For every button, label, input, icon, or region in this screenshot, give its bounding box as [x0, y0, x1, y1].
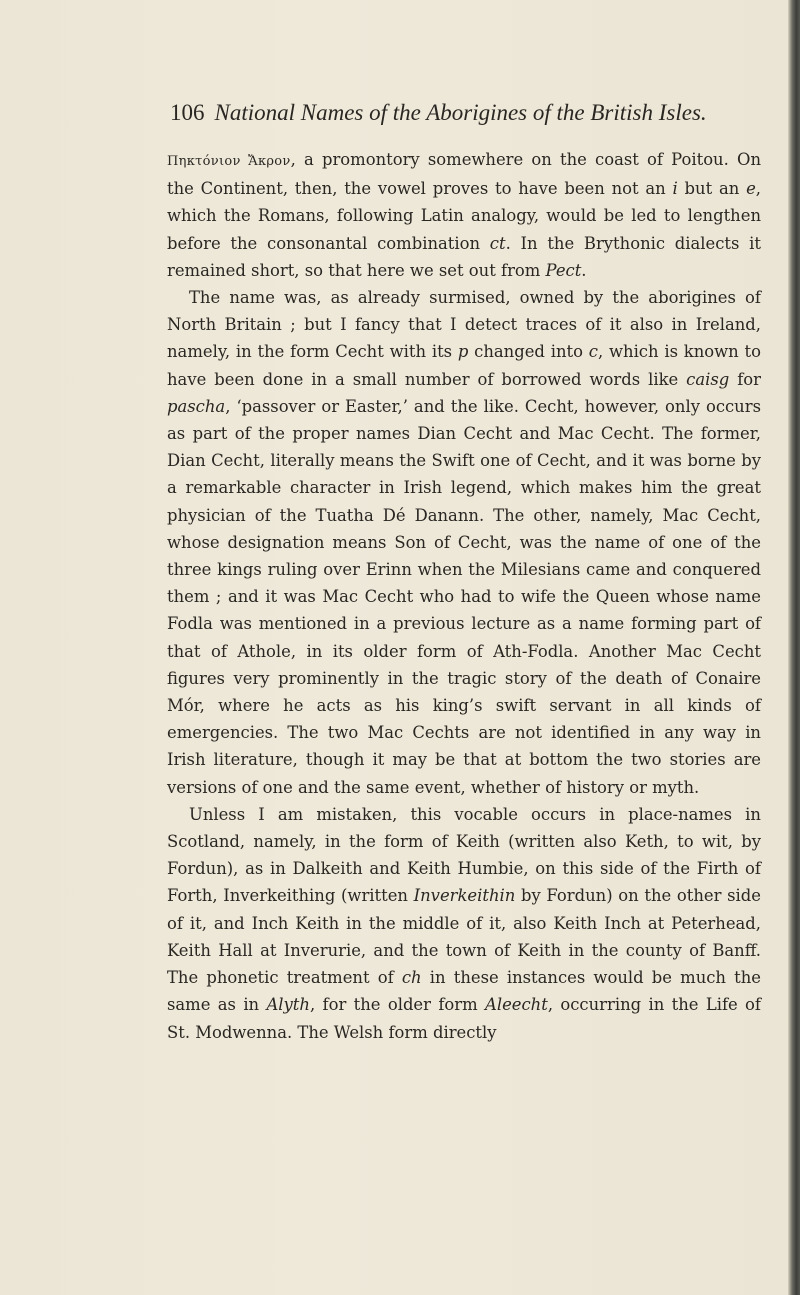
italic-text: p [457, 342, 469, 362]
text-run: , a promontory somewhere on the coast of Poitou. On the Continent, then, the vowel proves to have been not an [167, 150, 761, 199]
text-run: , occurring in the Life of St. Modwenna. The Welsh form directly [167, 995, 761, 1042]
text-run: for [729, 369, 761, 389]
page-number: 106 [170, 100, 205, 125]
text-run: by Fordun) on the other side of it, and Inch Keith in the middle of it, also Keith Inch at Peterhead, Keith Hall at Inverurie, and the town of Keith in the county of Banff. The phonetic treatment of [167, 886, 761, 988]
paragraph [167, 284, 761, 801]
text-run: but an [677, 179, 747, 199]
greek-text: Πηκτόνιον Ἄκρον [167, 154, 291, 169]
text-run: , which the Romans, following Latin analogy, would be led to lengthen before the consonantal combination [167, 179, 761, 253]
book-binding-edge [788, 0, 800, 1295]
text-run: Unless I am mistaken, this vocable occurs in place-names in Scotland, namely, in the form of Keith (written also Keth, to wit, by Fordun), as in Dalkeith and Keith Humbie, on this side of the Firth of Forth, Inverkeithing (written [167, 804, 761, 906]
italic-text: Inverkeithin [413, 886, 516, 906]
text-run: The name was, as already surmised, owned by the aborigines of North Britain ; but I fancy that I detect traces of it also in Ireland, namely, in the form Cecht with its [167, 288, 761, 362]
italic-text: e [746, 179, 756, 199]
text-run: in these instances would be much the same as in [167, 968, 761, 1015]
italic-text: ct [489, 233, 506, 253]
paragraph [167, 801, 761, 1046]
italic-text: Pect [545, 260, 582, 280]
text-run: , which is known to have been done in a small number of borrowed words like [167, 342, 761, 389]
paragraph [167, 146, 761, 284]
italic-text: caisg [686, 369, 730, 389]
italic-text: c [588, 342, 598, 362]
text-run: , for the older form [309, 995, 485, 1015]
text-run: . [581, 260, 587, 280]
text-run: changed into [468, 342, 589, 362]
italic-text: ch [401, 968, 422, 988]
text-run: , ‘passover or Easter,’ and the like. Cecht, however, only occurs as part of the proper names Dian Cecht and Mac Cecht. The former, Dian Cecht, literally means the Swift one of Cecht, and it was borne by a remarkable character in Irish legend, which makes him the great physician of the Tuatha Dé Danann. The other, namely, Mac Cecht, whose designation means Son of Cecht, was the name of one of the three kings ruling over Erinn when the Milesians came and conquered them ; and it was Mac Cecht who had to wife the Queen whose name Fodla was mentioned in a previous lecture as a name forming part of that of Athole, in its older form of Ath-Fodla. Another Mac Cecht figures very prominently in the tragic story of the death of Conaire Mór, where he acts as his king’s swift servant in all kinds of emergencies. The two Mac Cechts are not identified in any way in Irish literature, though it may be that at bottom the two stories are versions of one and the same event, whether of history or myth. [167, 396, 761, 797]
italic-text: pascha [167, 396, 226, 416]
italic-text: Aleecht [485, 995, 548, 1015]
running-title: National Names of the Aborigines of the British Isles. [214, 100, 707, 125]
body-text [167, 146, 761, 1046]
italic-text: i [672, 179, 678, 199]
text-run: . In the Brythonic dialects it remained short, so that here we set out from [167, 233, 762, 280]
page-header [170, 98, 770, 128]
italic-text: Alyth [266, 995, 310, 1015]
